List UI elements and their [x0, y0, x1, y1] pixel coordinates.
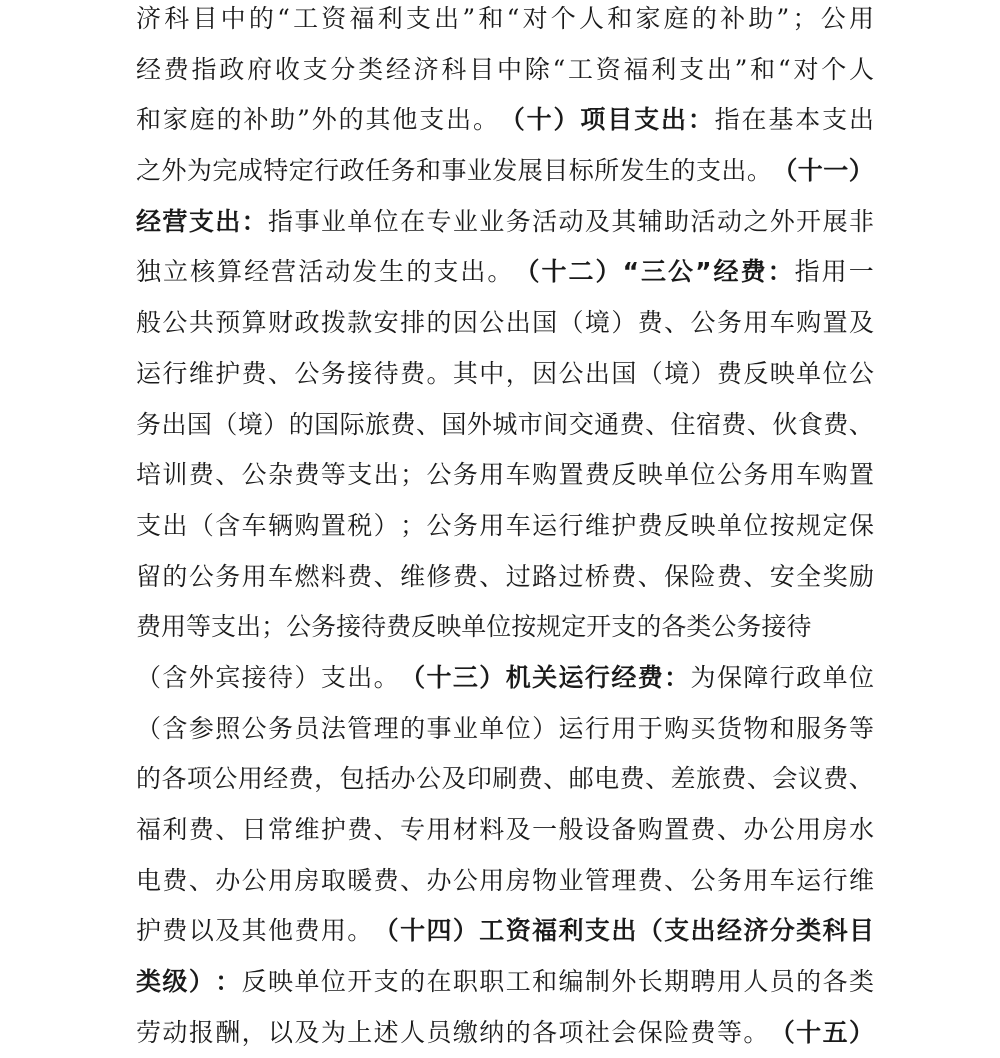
text-line-7: 般 公 共 预 算 财 政 拨 款 安 排 的 因 公 出 国 （ 境 ） 费 、 公 务 用 车 购 置 及 — [136, 308, 874, 338]
text-line-12: 留 的 公 务 用 车 燃 料 费 、 维 修 费 、 过 路 过 桥 费 、 保 险 费 、 安 全 奖 励 — [136, 561, 874, 591]
text-line-14: （ 含 外 宾 接 待 ） 支 出 。 （ 十 三 ） 机 关 运 行 经 费 ： 为 保 障 行 政 单 位 — [136, 662, 874, 692]
text-line-6: 独 立 核 算 经 营 活 动 发 生 的 支 出 。 （ 十 二 ） “ 三 公 ” 经 费 ： 指 用 一 — [136, 257, 874, 287]
body-text — [136, 0, 896, 1058]
text-line-19: 护 费 以 及 其 他 费 用 。 （ 十 四 ） 工 资 福 利 支 出 （ 支 出 经 济 分 类 科 目 — [136, 916, 874, 946]
text-line-9: 务 出 国 （ 境 ） 的 国 际 旅 费 、 国 外 城 市 间 交 通 费 、 住 宿 费 、 伙 食 费 、 — [136, 409, 874, 439]
text-line-3: 和 家 庭 的 补 助 ” 外 的 其 他 支 出 。 （ 十 ） 项 目 支 出 ： 指 在 基 本 支 出 — [136, 105, 874, 135]
text-line-15: （ 含 参 照 公 务 员 法 管 理 的 事 业 单 位 ） 运 行 用 于 购 买 货 物 和 服 务 等 — [136, 713, 874, 743]
text-line-11: 支 出 （ 含 车 辆 购 置 税 ） ； 公 务 用 车 运 行 维 护 费 反 映 单 位 按 规 定 保 — [136, 510, 874, 540]
text-line-8: 运 行 维 护 费 、 公 务 接 待 费 。 其 中 ， 因 公 出 国 （ 境 ） 费 反 映 单 位 公 — [136, 358, 874, 388]
text-line-13: 费 用 等 支 出 ； 公 务 接 待 费 反 映 单 位 按 规 定 开 支 的 各 类 公 务 接 待 — [136, 612, 812, 642]
text-line-20: 类 级 ） ： 反 映 单 位 开 支 的 在 职 职 工 和 编 制 外 长 期 聘 用 人 员 的 各 类 — [136, 967, 874, 997]
text-line-5: 经 营 支 出 ： 指 事 业 单 位 在 专 业 业 务 活 动 及 其 辅 助 活 动 之 外 开 展 非 — [136, 206, 874, 236]
text-line-17: 福 利 费 、 日 常 维 护 费 、 专 用 材 料 及 一 般 设 备 购 置 费 、 办 公 用 房 水 — [136, 815, 874, 844]
text-line-16: 的 各 项 公 用 经 费 ， 包 括 办 公 及 印 刷 费 、 邮 电 费 、 差 旅 费 、 会 议 费 、 — [136, 764, 874, 794]
text-line-10: 培 训 费 、 公 杂 费 等 支 出 ； 公 务 用 车 购 置 费 反 映 单 位 公 务 用 车 购 置 — [136, 460, 874, 490]
text-line-2: 经 费 指 政 府 收 支 分 类 经 济 科 目 中 除 “ 工 资 福 利 支 出 ” 和 “ 对 个 人 — [136, 54, 874, 84]
text-line-1: 济 科 目 中 的 “ 工 资 福 利 支 出 ” 和 “ 对 个 人 和 家 庭 的 补 助 ” ； 公 用 — [136, 4, 874, 33]
text-line-21: 劳 动 报 酬 ， 以 及 为 上 述 人 员 缴 纳 的 各 项 社 会 保 险 费 等 。 （ 十 五 ） — [136, 1017, 874, 1047]
text-line-18: 电 费 、 办 公 用 房 取 暖 费 、 办 公 用 房 物 业 管 理 费 、 公 务 用 车 运 行 维 — [136, 865, 874, 895]
text-line-4: 之 外 为 完 成 特 定 行 政 任 务 和 事 业 发 展 目 标 所 发 生 的 支 出 。 （ 十 一 ） — [136, 156, 874, 186]
